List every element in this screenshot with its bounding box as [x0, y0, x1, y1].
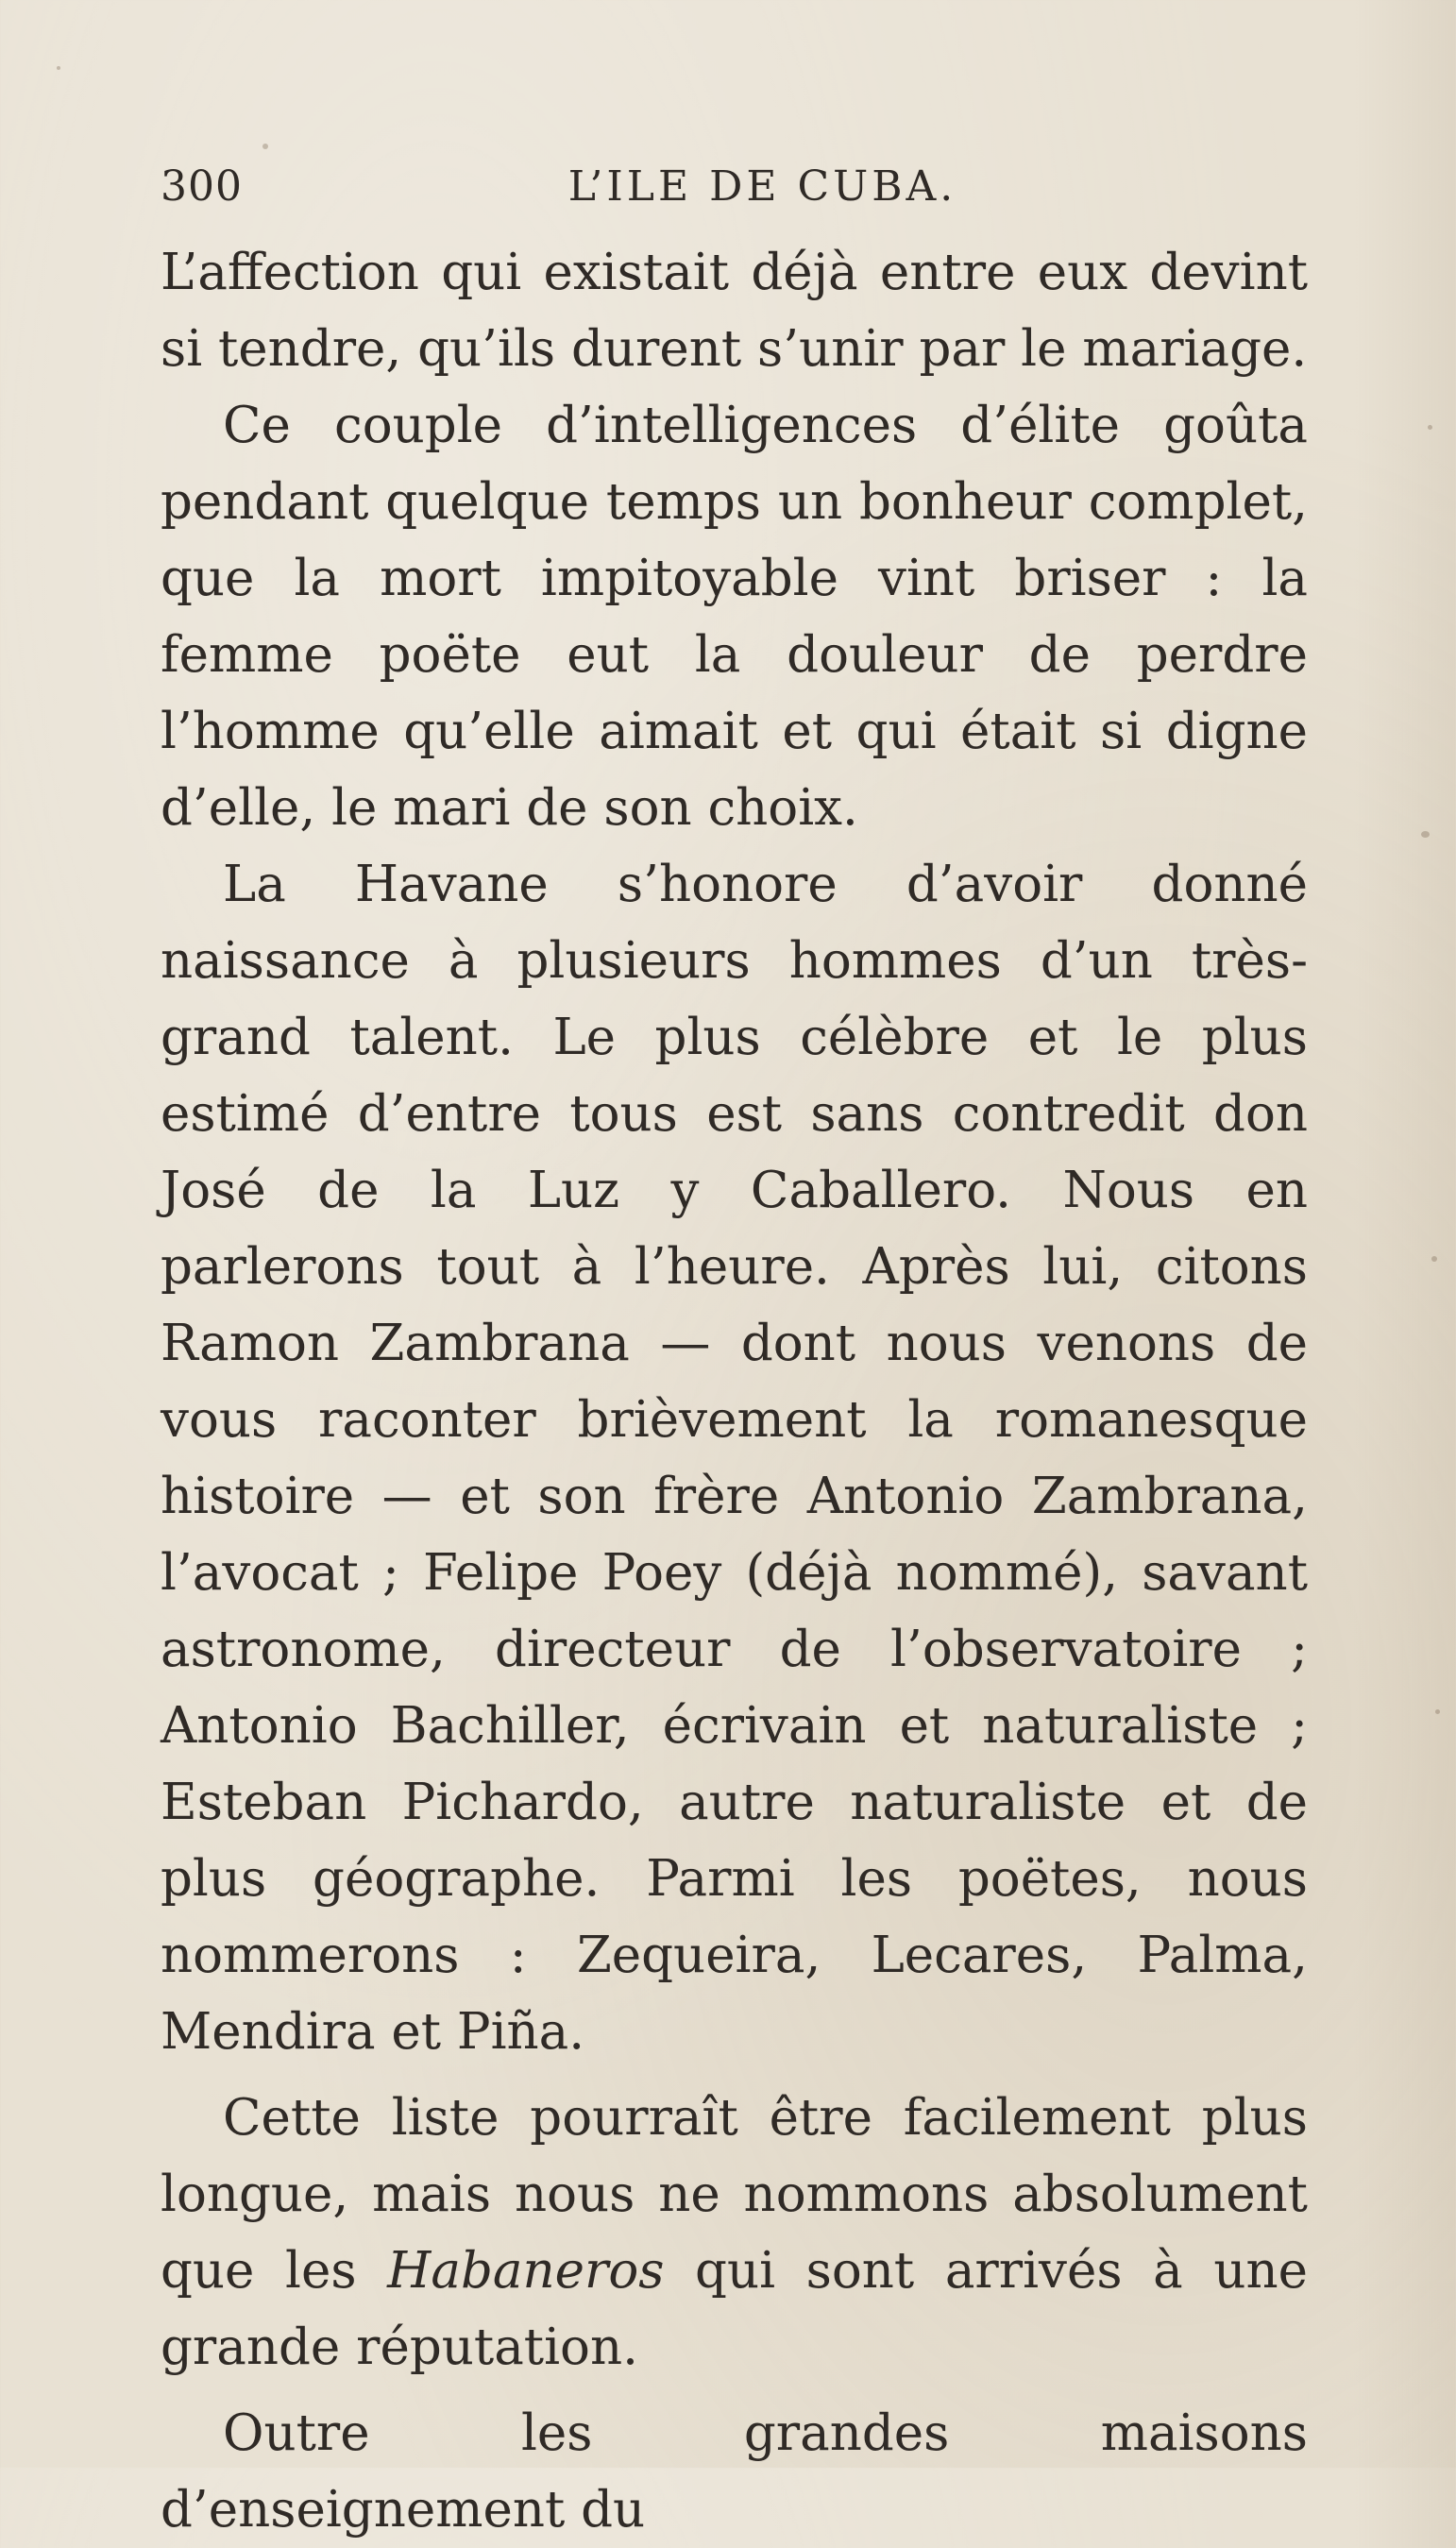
- paper-speck: [1435, 1709, 1440, 1714]
- paragraph-3: La Havane s’honore d’avoir donné naissance à plusieurs hommes d’un très-grand talent. Le plus célèbre et le plus estimé d’entre tous est sans contredit don José de la Luz y Caballero. Nous en parlerons tout à l’heure. Après lui, citons Ramon Zambrana — dont nous venons de vous raconter brièvement la romanesque histoire — et son frère Antonio Zambrana, l’avocat ; Felipe Poey (déjà nommé), savant astronome, directeur de l’observatoire ; Antonio Bachiller, écrivain et naturaliste ; Esteban Pichardo, autre naturaliste et de plus géographe. Parmi les poëtes, nous nommerons : Zequeira, Lecares, Palma, Mendira et Piña.: [161, 856, 1308, 2061]
- paper-speck: [1428, 425, 1432, 430]
- paragraph-4: [161, 2080, 1308, 2386]
- running-title: L’ILE DE CUBA.: [567, 162, 957, 211]
- paper-speck: [57, 66, 60, 70]
- paragraph-1: L’affection qui existait déjà entre eux devint si tendre, qu’ils durent s’unir par le mariage.: [161, 244, 1308, 378]
- paper-speck: [1431, 1256, 1437, 1262]
- paragraph-4-text-before: Cette liste pourraît être facilement plus longue, mais nous ne nommons absolument que les: [161, 2089, 1308, 2300]
- paragraph-2: Ce couple d’intelligences d’élite goûta pendant quelque temps un bonheur complet, que la mort impitoyable vint briser : la femme poëte eut la douleur de perdre l’homme qu’elle aimait et qui était si digne d’elle, le mari de son choix.: [161, 397, 1308, 837]
- body-text: [161, 234, 1308, 2548]
- paper-speck: [262, 144, 268, 149]
- paragraph-4-italic-term: Habaneros: [387, 2242, 665, 2300]
- running-head: [161, 162, 1308, 229]
- paragraph-4-text-after: qui sont arrivés à une grande réputation.: [161, 2242, 1308, 2376]
- page-number: 300: [161, 162, 243, 211]
- paragraph-5: Outre les grandes maisons d’enseignement du: [161, 2404, 1308, 2539]
- paper-speck: [1421, 831, 1430, 838]
